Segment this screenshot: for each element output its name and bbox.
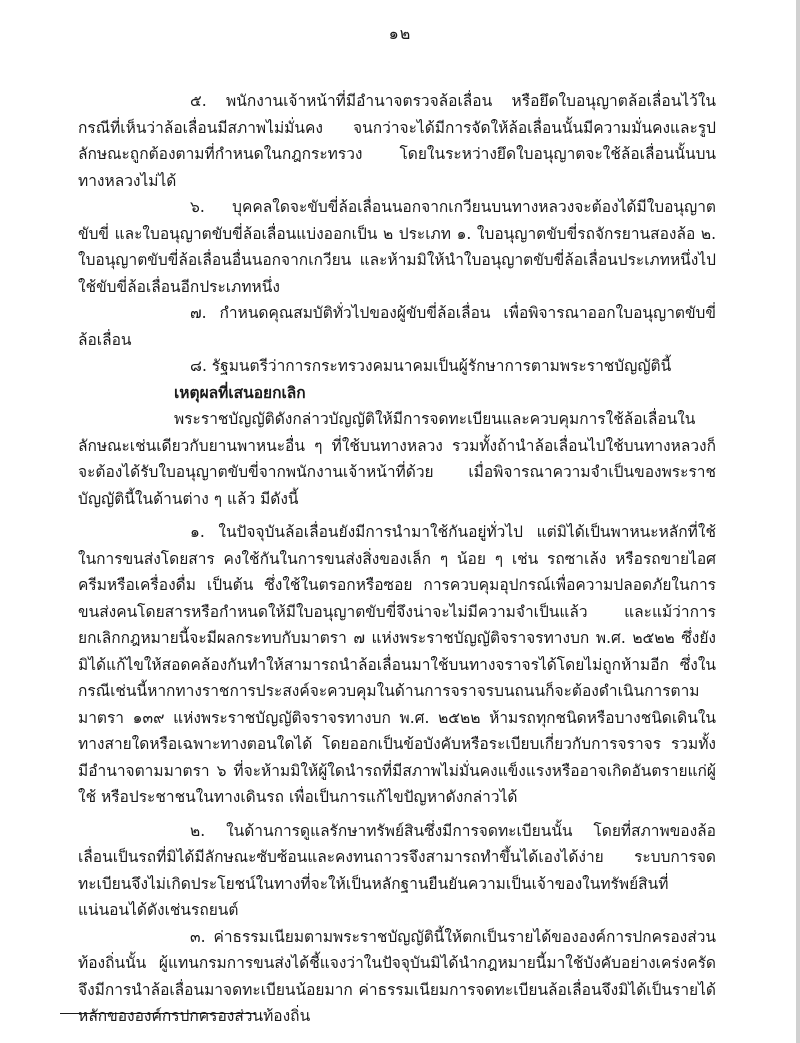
page-number: ๑๒ xyxy=(388,24,412,43)
reasons-intro: พระราชบัญญัติดังกล่าวบัญญัติให้มีการจดทะเบียนและควบคุมการใช้ล้อเลื่อนในลักษณะเช่นเดียวกับยานพาหนะอื่น ๆ ที่ใช้บนทางหลวง รวมทั้งถ้านำล้อเลื่อนไปใช้บนทางหลวงก็จะต้องได้รับใบอนุญาตขับขี่จากพนักงานเจ้าหน้าที่ด้วย เมื่อพิจารณาความจำเป็นของพระราชบัญญัตินี้ในด้านต่าง ๆ แล้ว มีดังนี้ xyxy=(78,410,716,508)
reason-1: ๑. ในปัจจุบันล้อเลื่อนยังมีการนำมาใช้กันอยู่ทั่วไป แต่มิได้เป็นพาหนะหลักที่ใช้ในการขนส่งโดยสาร คงใช้กันในการขนส่งสิ่งของเล็ก ๆ น้อย ๆ เช่น รถซาเล้ง หรือรถขายไอศครีมหรือเครื่องดื่ม เป็นต้น ซึ่งใช้ในตรอกหรือซอย การควบคุมอุปกรณ์เพื่อความปลอดภัยในการขนส่งคนโดยสารหรือกำหนดให้มีใบอนุญาตขับขี่จึงน่าจะไม่มีความจำเป็นแล้ว และแม้ว่าการยกเลิกกฎหมายนี้จะมีผลกระทบกับมาตรา ๗ แห่งพระราชบัญญัติจราจรทางบก พ.ศ. ๒๕๒๒ ซึ่งยังมิได้แก้ไขให้สอดคล้องกันทำให้สามารถนำล้อเลื่อนมาใช้บนทางจราจรได้โดยไม่ถูกห้ามอีก ซึ่งในกรณีเช่นนี้หากทางราชการประสงค์จะควบคุมในด้านการจราจรบนถนนก็จะต้องดำเนินการตามมาตรา ๑๓๙ แห่งพระราชบัญญัติจราจรทางบก พ.ศ. ๒๕๒๒ ห้ามรถทุกชนิดหรือบางชนิดเดินในทางสายใดหรือเฉพาะทางตอนใดได้ โดยออกเป็นข้อบังคับหรือระเบียบเกี่ยวกับการจราจร รวมทั้งมีอำนาจตามมาตรา ๖ ที่จะห้ามมิให้ผู้ใดนำรถที่มีสภาพไม่มั่นคงแข็งแรงหรืออาจเกิดอันตรายแก่ผู้ใช้ หรือประชาชนในทางเดินรถ เพื่อเป็นการแก้ไขปัญหาดังกล่าวได้ xyxy=(78,523,716,806)
clause-8: ๘. รัฐมนตรีว่าการกระทรวงคมนาคมเป็นผู้รักษาการตามพระราชบัญญัตินี้ xyxy=(190,357,672,375)
reason-2: ๒. ในด้านการดูแลรักษาทรัพย์สินซึ่งมีการจดทะเบียนนั้น โดยที่สภาพของล้อเลื่อนเป็นรถที่มิได้มีลักษณะซับซ้อนและคงทนถาวรจึงสามารถทำขึ้นได้เองได้ง่าย ระบบการจดทะเบียนจึงไม่เกิดประโยชน์ในทางที่จะให้เป็นหลักฐานยืนยันความเป็นเจ้าของในทรัพย์สินที่แน่นอนได้ดังเช่นรถยนต์ xyxy=(78,821,716,919)
document-body xyxy=(78,88,716,1030)
clause-6: ๖. บุคคลใดจะขับขี่ล้อเลื่อนนอกจากเกวียนบนทางหลวงจะต้องได้มีใบอนุญาตขับขี่ และใบอนุญาตขับขี่ล้อเลื่อนแบ่งออกเป็น ๒ ประเภท ๑. ใบอนุญาตขับขี่รถจักรยานสองล้อ ๒. ใบอนุญาตขับขี่ล้อเลื่อนอื่นนอกจากเกวียน และห้ามมิให้นำใบอนุญาตขับขี่ล้อเลื่อนประเภทหนึ่งไปใช้ขับขี่ล้อเลื่อนอีกประเภทหนึ่ง xyxy=(78,198,716,296)
scan-edge xyxy=(796,0,800,1043)
clause-7: ๗. กำหนดคุณสมบัติทั่วไปของผู้ขับขี่ล้อเลื่อน เพื่อพิจารณาออกใบอนุญาตขับขี่ล้อเลื่อน xyxy=(78,304,716,349)
reason-3: ๓. ค่าธรรมเนียมตามพระราชบัญญัตินี้ให้ตกเป็นรายได้ขององค์การปกครองส่วนท้องถิ่นนั้น ผู้แทนกรมการขนส่งได้ชี้แจงว่าในปัจจุบันมิได้นำกฎหมายนี้มาใช้บังคับอย่างเคร่งครัด จึงมีการนำล้อเลื่อนมาจดทะเบียนน้อยมาก ค่าธรรมเนียมการจดทะเบียนล้อเลื่อนจึงมิได้เป็นรายได้หลักขององค์กรปกครองส่วนท้องถิ่น xyxy=(78,927,716,1025)
footnote-divider xyxy=(60,1013,255,1014)
clause-5: ๕. พนักงานเจ้าหน้าที่มีอำนาจตรวจล้อเลื่อน หรือยึดใบอนุญาตล้อเลื่อนไว้ในกรณีที่เห็นว่าล้อเลื่อนมีสภาพไม่มั่นคง จนกว่าจะได้มีการจัดให้ล้อเลื่อนนั้นมีความมั่นคงและรูปลักษณะถูกต้องตามที่กำหนดในกฎกระทรวง โดยในระหว่างยึดใบอนุญาตจะใช้ล้อเลื่อนนั้นบนทางหลวงไม่ได้ xyxy=(78,92,716,190)
section-heading: เหตุผลที่เสนอยกเลิก xyxy=(174,382,306,402)
